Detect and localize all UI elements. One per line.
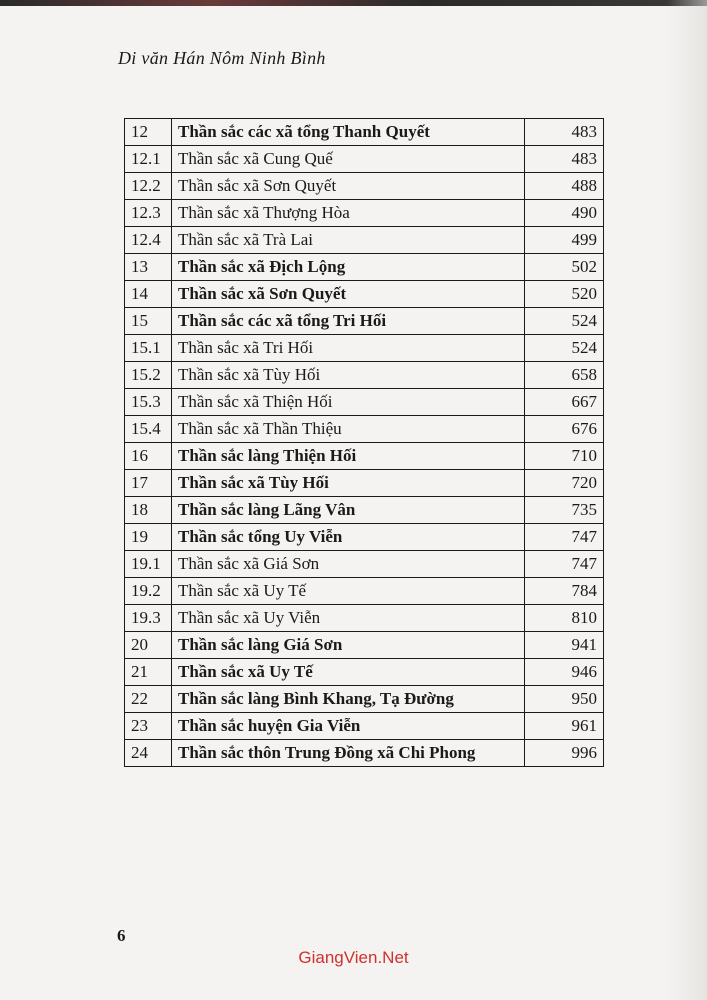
toc-row: [125, 200, 604, 227]
toc-row-number: 12.4: [125, 227, 172, 254]
toc-row-page: 667: [525, 389, 604, 416]
toc-row-page: 483: [525, 119, 604, 146]
toc-row-page: 810: [525, 605, 604, 632]
watermark-text: GiangVien.Net: [298, 948, 409, 967]
toc-row-number: 15.3: [125, 389, 172, 416]
toc-row: [125, 605, 604, 632]
toc-row-page: 784: [525, 578, 604, 605]
toc-row: [125, 335, 604, 362]
toc-row-page: 658: [525, 362, 604, 389]
toc-row: [125, 362, 604, 389]
toc-row-number: 15.1: [125, 335, 172, 362]
toc-row-page: 961: [525, 713, 604, 740]
toc-body: [125, 119, 604, 767]
table-of-contents: [124, 118, 604, 767]
toc-row: [125, 416, 604, 443]
toc-row-number: 12: [125, 119, 172, 146]
toc-row-page: 520: [525, 281, 604, 308]
toc-row-number: 15.4: [125, 416, 172, 443]
toc-row: [125, 578, 604, 605]
toc-row-title: Thần sắc làng Lãng Vân: [172, 497, 525, 524]
toc-row-number: 15.2: [125, 362, 172, 389]
toc-row-page: 941: [525, 632, 604, 659]
toc-row: [125, 227, 604, 254]
toc-row: [125, 497, 604, 524]
toc-row-title: Thần sắc xã Tùy Hối: [172, 470, 525, 497]
toc-row-number: 19.1: [125, 551, 172, 578]
page-top-edge: [0, 0, 707, 6]
toc-row: [125, 713, 604, 740]
toc-row-title: Thần sắc làng Giá Sơn: [172, 632, 525, 659]
toc-row-title: Thần sắc xã Sơn Quyết: [172, 281, 525, 308]
toc-row-title: Thần sắc xã Uy Tế: [172, 578, 525, 605]
toc-row: [125, 119, 604, 146]
toc-row-title: Thần sắc làng Bình Khang, Tạ Đường: [172, 686, 525, 713]
toc-row-title: Thần sắc các xã tổng Tri Hối: [172, 308, 525, 335]
toc-row-title: Thần sắc tổng Uy Viễn: [172, 524, 525, 551]
toc-row-page: 747: [525, 524, 604, 551]
toc-row-number: 21: [125, 659, 172, 686]
toc-row-number: 18: [125, 497, 172, 524]
toc-row-title: Thần sắc xã Thần Thiệu: [172, 416, 525, 443]
toc-row-number: 12.3: [125, 200, 172, 227]
page-number: 6: [117, 926, 126, 945]
toc-row-page: 720: [525, 470, 604, 497]
toc-row-page: 483: [525, 146, 604, 173]
page-right-edge: [667, 0, 707, 1000]
toc-row-number: 19.3: [125, 605, 172, 632]
toc-row-title: Thần sắc xã Tùy Hối: [172, 362, 525, 389]
toc-row-title: Thần sắc thôn Trung Đồng xã Chi Phong: [172, 740, 525, 767]
toc-row-page: 735: [525, 497, 604, 524]
toc-row-title: Thần sắc xã Uy Viễn: [172, 605, 525, 632]
toc-row-page: 490: [525, 200, 604, 227]
toc-row-page: 502: [525, 254, 604, 281]
toc-row-title: Thần sắc huyện Gia Viễn: [172, 713, 525, 740]
toc-row-title: Thần sắc xã Thượng Hòa: [172, 200, 525, 227]
toc-row-number: 17: [125, 470, 172, 497]
toc-row-number: 20: [125, 632, 172, 659]
toc-row-title: Thần sắc xã Trà Lai: [172, 227, 525, 254]
toc-row: [125, 146, 604, 173]
toc-row-page: 710: [525, 443, 604, 470]
toc-row: [125, 443, 604, 470]
toc-row-page: 747: [525, 551, 604, 578]
toc-row: [125, 470, 604, 497]
toc-row-title: Thần sắc làng Thiện Hối: [172, 443, 525, 470]
toc-row: [125, 740, 604, 767]
toc-row-title: Thần sắc xã Địch Lộng: [172, 254, 525, 281]
toc-row: [125, 173, 604, 200]
toc-row: [125, 308, 604, 335]
toc-row-number: 12.1: [125, 146, 172, 173]
toc-row: [125, 659, 604, 686]
toc-row: [125, 686, 604, 713]
toc-row-page: 499: [525, 227, 604, 254]
running-header: Di văn Hán Nôm Ninh Bình: [118, 48, 326, 68]
toc-row-title: Thần sắc xã Uy Tế: [172, 659, 525, 686]
toc-row-page: 946: [525, 659, 604, 686]
toc-row: [125, 632, 604, 659]
toc-row-number: 12.2: [125, 173, 172, 200]
toc-row-page: 524: [525, 308, 604, 335]
toc-row-number: 13: [125, 254, 172, 281]
toc-row-page: 996: [525, 740, 604, 767]
toc-row-title: Thần sắc xã Giá Sơn: [172, 551, 525, 578]
toc-row-number: 24: [125, 740, 172, 767]
toc-row-page: 524: [525, 335, 604, 362]
toc-row: [125, 254, 604, 281]
toc-row: [125, 524, 604, 551]
toc-row-page: 676: [525, 416, 604, 443]
toc-row-number: 14: [125, 281, 172, 308]
toc-row-number: 19: [125, 524, 172, 551]
toc-row-number: 23: [125, 713, 172, 740]
toc-row: [125, 281, 604, 308]
toc-row-number: 15: [125, 308, 172, 335]
toc-row: [125, 389, 604, 416]
toc-row-number: 16: [125, 443, 172, 470]
toc-row-number: 19.2: [125, 578, 172, 605]
toc-row: [125, 551, 604, 578]
toc-row-number: 22: [125, 686, 172, 713]
toc-row-page: 488: [525, 173, 604, 200]
toc-row-title: Thần sắc xã Sơn Quyết: [172, 173, 525, 200]
toc-row-title: Thần sắc các xã tổng Thanh Quyết: [172, 119, 525, 146]
toc-row-page: 950: [525, 686, 604, 713]
toc-row-title: Thần sắc xã Tri Hối: [172, 335, 525, 362]
toc-row-title: Thần sắc xã Thiện Hối: [172, 389, 525, 416]
toc-row-title: Thần sắc xã Cung Quế: [172, 146, 525, 173]
